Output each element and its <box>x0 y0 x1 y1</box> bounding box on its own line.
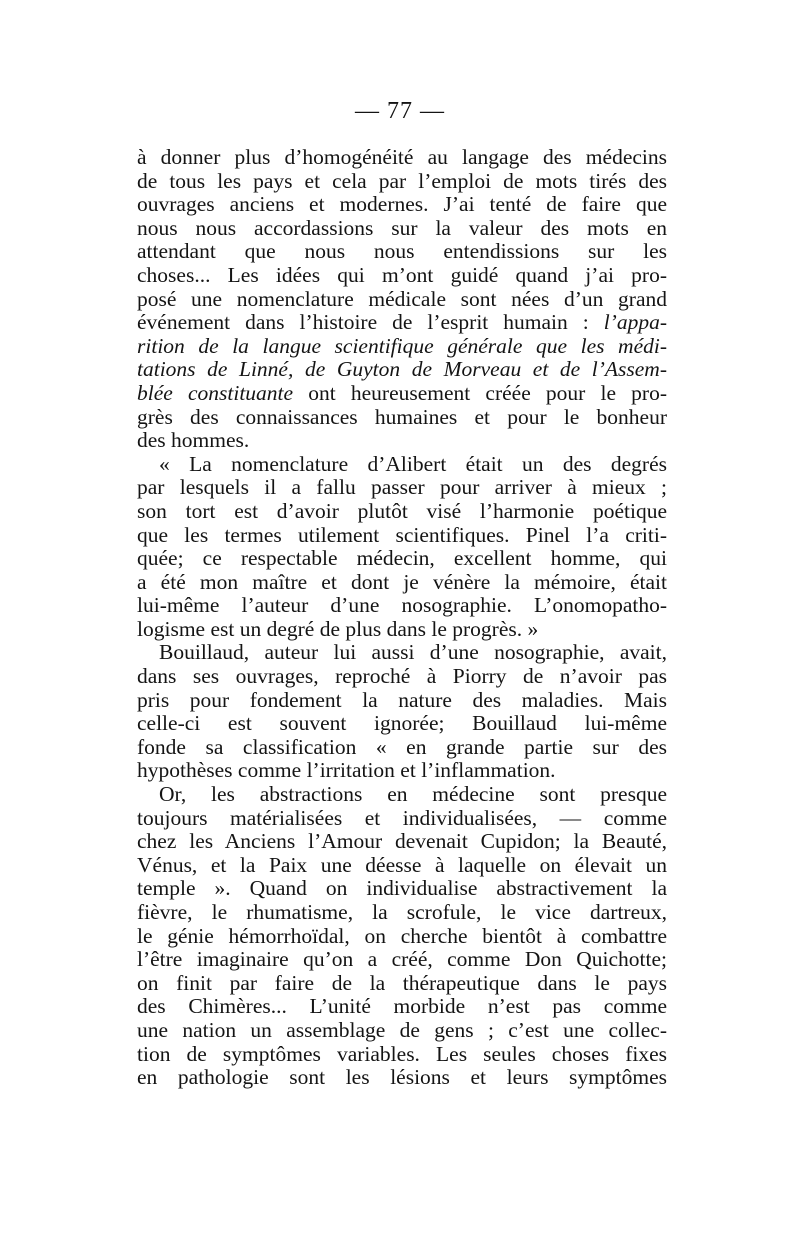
text-line <box>137 736 667 760</box>
text-segment: une nation un assemblage de gens ; c’est une collec- <box>137 1017 667 1042</box>
text-segment: ont heureusement créée pour le pro- <box>293 380 667 405</box>
text-segment: hypothèses comme l’irritation et l’inflammation. <box>137 758 556 783</box>
text-line <box>137 264 667 288</box>
text-segment: a été mon maître et dont je vénère la mémoire, était <box>137 569 667 594</box>
text-line <box>137 995 667 1019</box>
text-segment: Or, les abstractions en médecine sont presque <box>159 782 667 807</box>
text-line <box>137 689 667 713</box>
text-segment: choses... Les idées qui m’ont guidé quand j’ai pro- <box>137 262 667 287</box>
text-line <box>137 759 667 783</box>
text-segment: tion de symptômes variables. Les seules choses fixes <box>137 1041 667 1066</box>
text-segment: nous nous accordassions sur la valeur des mots en <box>137 215 667 240</box>
text-line <box>137 641 667 665</box>
text-line <box>137 170 667 194</box>
text-segment: en pathologie sont les lésions et leurs symptômes <box>137 1065 667 1090</box>
text-line <box>137 665 667 689</box>
text-segment: on finit par faire de la thérapeutique dans le pays <box>137 970 667 995</box>
text-segment: grès des connaissances humaines et pour le bonheur <box>137 404 667 429</box>
text-line <box>137 948 667 972</box>
text-line <box>137 807 667 831</box>
text-line <box>137 877 667 901</box>
text-segment: lui-même l’auteur d’une nosographie. L’onomopatho- <box>137 593 667 618</box>
text-line <box>137 618 667 642</box>
text-line <box>137 901 667 925</box>
text-segment: le génie hémorrhoïdal, on cherche bientôt à combattre <box>137 923 667 948</box>
italic-text-segment: l’appa- <box>603 310 667 335</box>
text-segment: des Chimères... L’unité morbide n’est pas comme <box>137 994 667 1019</box>
text-line <box>137 453 667 477</box>
text-segment: posé une nomenclature médicale sont nées d’un grand <box>137 286 667 311</box>
text-segment: fonde sa classification « en grande partie sur des <box>137 734 667 759</box>
text-line <box>137 594 667 618</box>
text-line <box>137 830 667 854</box>
text-segment: celle-ci est souvent ignorée; Bouillaud lui-même <box>137 711 667 736</box>
text-segment: Vénus, et la Paix une déesse à laquelle on élevait un <box>137 852 667 877</box>
text-segment: chez les Anciens l’Amour devenait Cupidon; la Beauté, <box>137 829 667 854</box>
text-line <box>137 382 667 406</box>
text-segment: dans ses ouvrages, reproché à Piorry de n’avoir pas <box>137 664 667 689</box>
text-line <box>137 783 667 807</box>
text-line <box>137 500 667 524</box>
text-segment: ouvrages anciens et modernes. J’ai tenté de faire que <box>137 192 667 217</box>
text-segment: pris pour fondement la nature des maladies. Mais <box>137 687 667 712</box>
text-segment: de tous les pays et cela par l’emploi de mots tirés des <box>137 168 667 193</box>
text-segment: fièvre, le rhumatisme, la scrofule, le vice dartreux, <box>137 900 667 924</box>
text-line <box>137 311 667 335</box>
text-line <box>137 925 667 949</box>
text-segment: quée; ce respectable médecin, excellent homme, qui <box>137 546 667 571</box>
text-line <box>137 972 667 996</box>
text-segment: attendant que nous nous entendissions sur les <box>137 239 667 264</box>
text-segment: son tort est d’avoir plutôt visé l’harmonie poétique <box>137 498 667 523</box>
text-line <box>137 854 667 878</box>
text-segment: Bouillaud, auteur lui aussi d’une nosographie, avait, <box>159 640 667 665</box>
text-line <box>137 524 667 548</box>
text-segment: que les termes utilement scientifiques. Pinel l’a criti- <box>137 522 667 547</box>
text-line <box>137 406 667 430</box>
text-line <box>137 1066 667 1090</box>
italic-text-segment: blée constituante <box>137 380 294 405</box>
text-segment: des hommes. <box>137 428 250 453</box>
text-line <box>137 1043 667 1067</box>
text-line <box>137 1019 667 1043</box>
text-line <box>137 547 667 571</box>
text-line <box>137 429 667 453</box>
text-line <box>137 358 667 382</box>
text-segment: l’être imaginaire qu’on a créé, comme Don Quichotte; <box>137 947 667 972</box>
text-line <box>137 335 667 359</box>
page-number: — 77 — <box>355 98 445 124</box>
italic-text-segment: tations de Linné, de Guyton de Morveau et de l’Assem- <box>137 357 667 382</box>
text-segment: « La nomenclature d’Alibert était un des degrés <box>159 451 667 476</box>
italic-text-segment: rition de la langue scientifique générale que les médi- <box>137 333 667 358</box>
text-segment: par lesquels il a fallu passer pour arriver à mieux ; <box>137 475 667 500</box>
text-line <box>137 288 667 312</box>
text-segment: toujours matérialisées et individualisées, — comme <box>137 805 667 830</box>
text-segment: à donner plus d’homogénéité au langage des médecins <box>137 145 667 169</box>
text-line <box>137 712 667 736</box>
text-line <box>137 217 667 241</box>
body-text <box>137 146 667 1090</box>
text-segment: événement dans l’histoire de l’esprit humain : <box>137 310 604 335</box>
text-line <box>137 571 667 595</box>
text-line <box>137 193 667 217</box>
text-line <box>137 146 667 170</box>
text-segment: temple ». Quand on individualise abstractivement la <box>137 876 667 901</box>
text-line <box>137 240 667 264</box>
text-line <box>137 476 667 500</box>
text-segment: logisme est un degré de plus dans le progrès. » <box>137 616 539 641</box>
